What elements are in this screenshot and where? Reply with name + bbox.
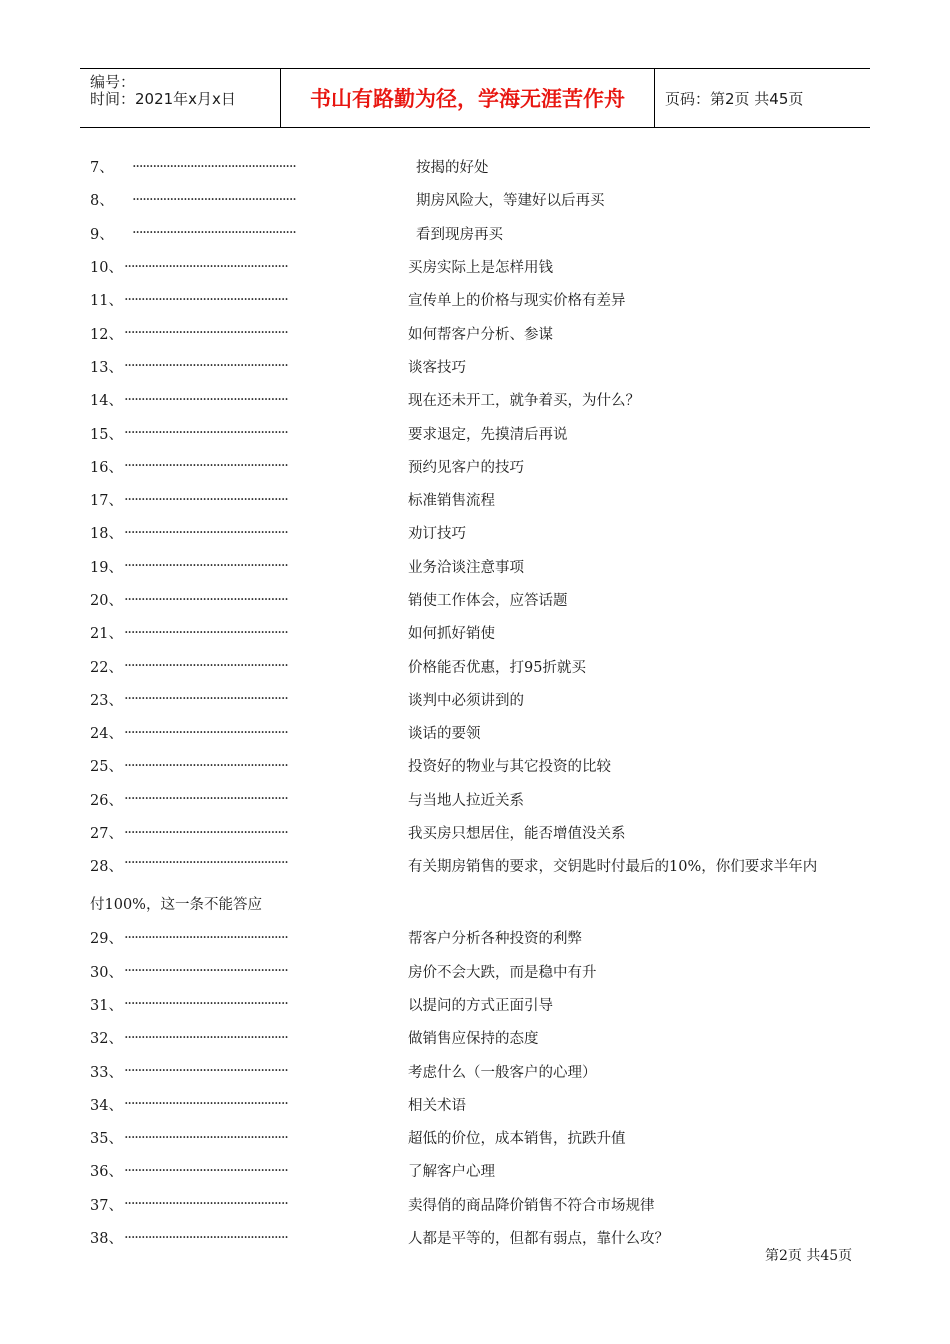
toc-item-text: 销使工作体会，应答话题: [408, 593, 568, 609]
toc-item: [90, 988, 870, 1021]
toc-item-number: 37、: [90, 1197, 123, 1214]
toc-item-number: 38、: [90, 1231, 123, 1248]
toc-item-number: 23、: [90, 692, 123, 709]
toc-leader-dots: ················································: [124, 624, 288, 641]
toc-item-text: 标准销售流程: [408, 493, 495, 510]
toc-item: [90, 716, 870, 749]
toc-leader-dots: ················································: [124, 524, 288, 541]
toc-item-text: 卖得俏的商品降价销售不符合市场规律: [408, 1197, 655, 1214]
toc-leader-dots: ················································: [124, 963, 288, 980]
toc-leader-dots: ················································: [124, 855, 288, 872]
toc-item: [90, 350, 870, 383]
toc-leader-dots: ················································: [124, 1096, 288, 1113]
toc-leader-dots: ················································: [124, 1162, 288, 1179]
toc-item-number: 35、: [90, 1131, 123, 1148]
toc-item-number: 10、: [90, 260, 123, 277]
toc-item: [90, 683, 870, 716]
toc-item-number: 32、: [90, 1031, 123, 1048]
time-label: 时间：2021年x月x日: [90, 90, 236, 108]
header-meta: [80, 69, 281, 127]
toc-item-number: 15、: [90, 426, 123, 443]
toc-item: [90, 450, 870, 483]
toc-item-text: 谈客技巧: [408, 359, 466, 376]
toc-item: [90, 217, 870, 250]
toc-item: [90, 921, 870, 954]
toc-leader-dots: ················································: [124, 591, 288, 608]
page-header: [80, 68, 870, 128]
toc-item-number: 11、: [90, 293, 123, 310]
toc-leader-dots: ················································: [124, 291, 288, 308]
toc-item-number: 29、: [90, 931, 123, 948]
toc-leader-dots: ················································: [124, 724, 288, 741]
toc-item-number: 7、: [90, 160, 114, 177]
toc-item-number: 26、: [90, 792, 123, 809]
toc-item-text: 预约见客户的技巧: [408, 459, 524, 476]
toc-item: [90, 616, 870, 649]
toc-item-number: 17、: [90, 493, 123, 510]
toc-leader-dots: ················································: [124, 757, 288, 774]
toc-item-text: 帮客户分析各种投资的利弊: [408, 931, 582, 948]
toc-leader-dots: ················································: [124, 929, 288, 946]
toc-item: [90, 955, 870, 988]
toc-item: [90, 1154, 870, 1187]
toc-item: [90, 516, 870, 549]
toc-item-number: 20、: [90, 593, 123, 609]
toc-item-text: 做销售应保持的态度: [408, 1031, 539, 1048]
toc-leader-dots: ················································: [124, 691, 288, 708]
toc-item: [90, 1054, 870, 1087]
toc-item-text: 谈话的要领: [408, 726, 481, 743]
toc-item: [90, 1088, 870, 1121]
toc-item-text: 房价不会大跌，而是稳中有升: [408, 964, 597, 981]
toc-item-number: 24、: [90, 726, 123, 743]
toc-leader-dots: ················································: [124, 658, 288, 675]
toc-item-text: 如何帮客户分析、参谋: [408, 326, 553, 343]
toc-item-number: 22、: [90, 659, 123, 676]
header-slogan: 书山有路勤为径，学海无涯苦作舟: [281, 69, 655, 127]
toc-leader-dots: ················································: [124, 996, 288, 1013]
toc-item: [90, 849, 870, 885]
toc-item-text: 与当地人拉近关系: [408, 792, 524, 809]
toc-item: [90, 1121, 870, 1154]
toc-item-text: 谈判中必须讲到的: [408, 692, 524, 709]
toc-item: [90, 150, 870, 183]
toc-item-text: 要求退定，先摸清后再说: [408, 426, 568, 443]
toc-item-number: 34、: [90, 1097, 123, 1114]
toc-item: [90, 1188, 870, 1221]
toc-item: [90, 283, 870, 316]
toc-item: [90, 1221, 870, 1254]
toc-leader-dots: ················································: [124, 1063, 288, 1080]
toc-item-number: 8、: [90, 193, 114, 210]
toc-item: [90, 250, 870, 283]
toc-item: [90, 649, 870, 682]
toc-item-number: 33、: [90, 1064, 123, 1081]
toc-item-text: 期房风险大，等建好以后再买: [416, 193, 605, 210]
toc-item: [90, 316, 870, 349]
toc-item-number: 14、: [90, 393, 123, 410]
toc-leader-dots: ················································: [124, 1129, 288, 1146]
toc-item: [90, 550, 870, 583]
toc-leader-dots: ················································: [132, 191, 296, 208]
toc-item-number: 36、: [90, 1164, 123, 1181]
toc-list: [90, 150, 870, 1254]
toc-item-text: 人都是平等的，但都有弱点，靠什么攻？: [408, 1231, 669, 1248]
toc-item-text: 看到现房再买: [416, 226, 503, 243]
toc-item-number: 16、: [90, 459, 123, 476]
toc-item-text: 买房实际上是怎样用钱: [408, 260, 553, 277]
toc-item: [90, 749, 870, 782]
toc-leader-dots: ················································: [124, 824, 288, 841]
toc-item: [90, 816, 870, 849]
toc-leader-dots: ················································: [124, 791, 288, 808]
toc-item-text: 宣传单上的价格与现实价格有差异: [408, 293, 626, 310]
toc-leader-dots: ················································: [124, 558, 288, 575]
toc-item-text: 劝订技巧: [408, 526, 466, 543]
toc-item: [90, 583, 870, 616]
toc-leader-dots: ················································: [124, 325, 288, 342]
toc-item-text: 投资好的物业与其它投资的比较: [408, 759, 611, 776]
footer-page-number: 第2页 共45页: [765, 1248, 853, 1264]
toc-leader-dots: ················································: [124, 458, 288, 475]
toc-item: [90, 483, 870, 516]
toc-item: [90, 416, 870, 449]
toc-leader-dots: ················································: [124, 491, 288, 508]
toc-item-number: 19、: [90, 559, 123, 576]
toc-item-text: 如何抓好销使: [408, 626, 495, 643]
toc-item-text: 以提问的方式正面引导: [408, 997, 553, 1014]
toc-leader-dots: ················································: [124, 1196, 288, 1213]
toc-item-text: 现在还未开工，就争着买，为什么？: [408, 393, 640, 410]
toc-item-number: 28、: [90, 859, 123, 876]
toc-item-number: 30、: [90, 964, 123, 981]
toc-item-number: 21、: [90, 626, 123, 643]
toc-item-number: 13、: [90, 359, 123, 376]
toc-leader-dots: ················································: [124, 391, 288, 408]
toc-item: [90, 183, 870, 216]
toc-item-number: 31、: [90, 997, 123, 1014]
toc-item-continuation: 付100%，这一条不能答应: [90, 896, 262, 913]
toc-item: [90, 783, 870, 816]
toc-leader-dots: ················································: [132, 158, 296, 175]
toc-item-text: 按揭的好处: [416, 160, 489, 177]
toc-item-text: 有关期房销售的要求，交钥匙时付最后的10%，你们要求半年内: [408, 859, 818, 876]
toc-leader-dots: ················································: [124, 358, 288, 375]
toc-item-number: 27、: [90, 826, 123, 843]
toc-item-number: 12、: [90, 326, 123, 343]
toc-item-text: 我买房只想居住，能否增值没关系: [408, 826, 626, 843]
toc-item-text: 业务洽谈注意事项: [408, 559, 524, 576]
toc-leader-dots: ················································: [124, 1229, 288, 1246]
toc-item-text: 了解客户心理: [408, 1164, 495, 1181]
toc-item-number: 25、: [90, 759, 123, 776]
toc-leader-dots: ················································: [124, 258, 288, 275]
toc-leader-dots: ················································: [132, 225, 296, 242]
toc-item-text: 价格能否优惠，打95折就买: [408, 659, 586, 676]
toc-item: [90, 383, 870, 416]
toc-item-number: 9、: [90, 226, 114, 243]
toc-item: [90, 1021, 870, 1054]
code-label: 编号：: [90, 73, 136, 91]
toc-item-number: 18、: [90, 526, 123, 543]
toc-item-text: 考虑什么（一般客户的心理）: [408, 1064, 597, 1081]
toc-leader-dots: ················································: [124, 425, 288, 442]
header-page-label: 页码：第2页 共45页: [665, 89, 804, 108]
toc-item-text: 相关术语: [408, 1097, 466, 1114]
toc-item-text: 超低的价位，成本销售，抗跌升值: [408, 1131, 626, 1148]
toc-leader-dots: ················································: [124, 1029, 288, 1046]
